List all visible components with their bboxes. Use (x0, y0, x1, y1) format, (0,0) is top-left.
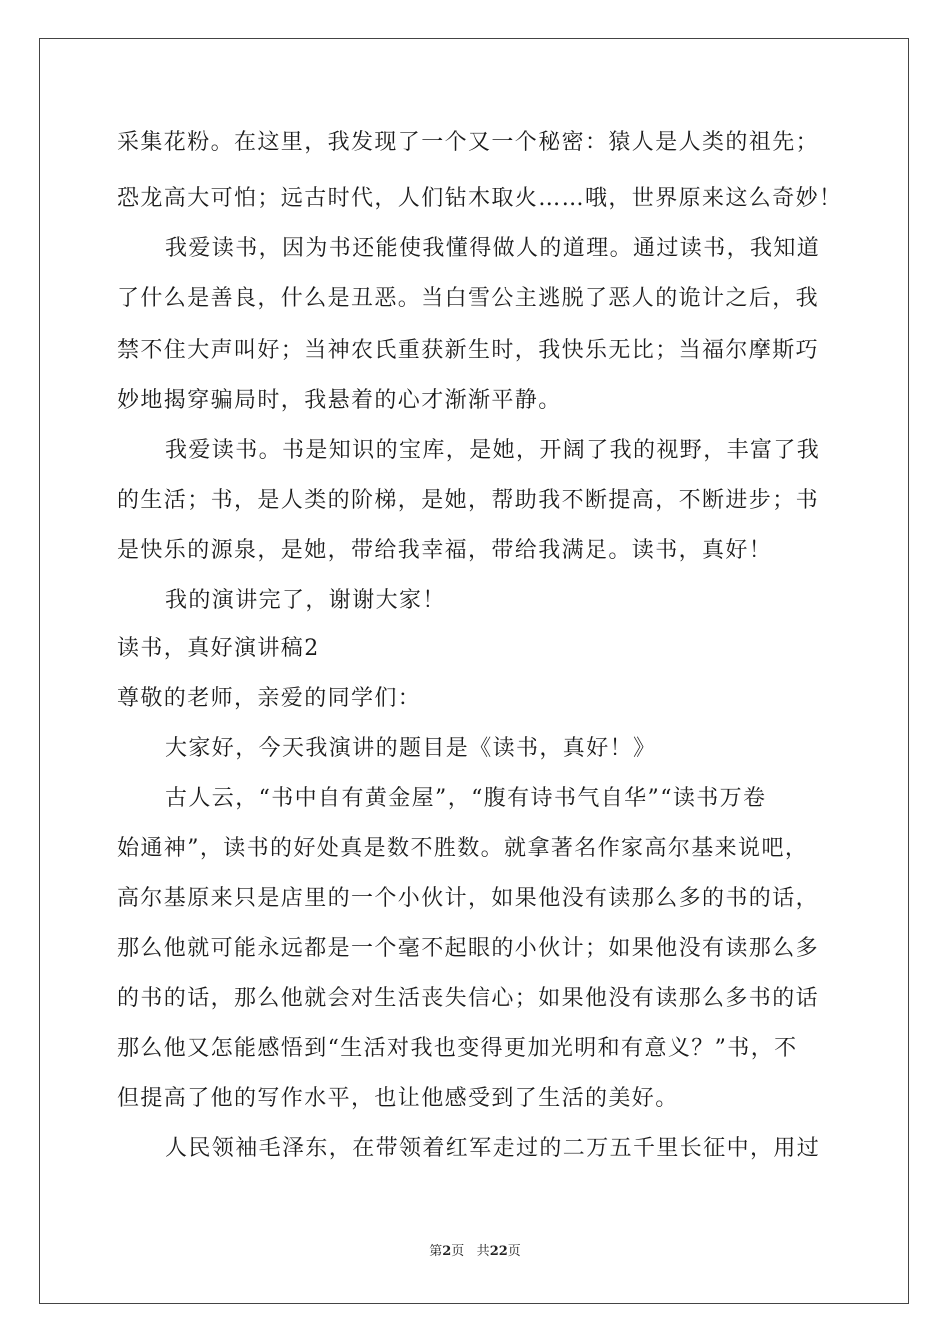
page-footer (0, 1243, 950, 1261)
salutation-line: 尊敬的老师，亲爱的同学们： (117, 686, 422, 711)
text-line: 始通神”，读书的好处真是数不胜数。就拿著名作家高尔基来说吧， (117, 836, 809, 861)
text-line: 的生活；书，是人类的阶梯，是她，帮助我不断提高，不断进步；书 (117, 488, 820, 513)
text-line: 禁不住大声叫好；当神农氏重获新生时，我快乐无比；当福尔摩斯巧 (117, 338, 820, 363)
paragraph-start-line: 我爱读书。书是知识的宝库，是她，开阔了我的视野，丰富了我 (165, 438, 821, 463)
footer-total-unit: 页 (507, 1244, 521, 1259)
text-line: 那么他就可能永远都是一个毫不起眼的小伙计；如果他没有读那么多 (117, 936, 820, 961)
footer-page-unit: 页 (451, 1244, 465, 1259)
text-line: 的书的话，那么他就会对生活丧失信心；如果他没有读那么多书的话 (117, 986, 820, 1011)
paragraph-start-line: 人民领袖毛泽东，在带领着红军走过的二万五千里长征中，用过 (165, 1136, 821, 1161)
text-line: 了什么是善良，什么是丑恶。当白雪公主逃脱了恶人的诡计之后，我 (117, 286, 820, 311)
paragraph-start-line: 古人云，“书中自有黄金屋”，“腹有诗书气自华”“读书万卷 (165, 786, 767, 811)
paragraph-start-line: 我爱读书，因为书还能使我懂得做人的道理。通过读书，我知道 (165, 236, 821, 261)
text-line: 妙地揭穿骗局时，我悬着的心才渐渐平静。 (117, 388, 562, 413)
footer-prefix: 第 (429, 1244, 443, 1259)
current-page-number: 2 (442, 1244, 452, 1259)
text-line: 是快乐的源泉，是她，带给我幸福，带给我满足。读书，真好！ (117, 538, 773, 563)
footer-total-prefix: 共 (476, 1244, 490, 1259)
text-line: 那么他又怎能感悟到“生活对我也变得更加光明和有意义？”书，不 (117, 1036, 798, 1061)
text-line: 高尔基原来只是店里的一个小伙计，如果他没有读那么多的书的话， (117, 886, 820, 911)
text-line: 但提高了他的写作水平，也让他感受到了生活的美好。 (117, 1086, 679, 1111)
text-line: 恐龙高大可怕；远古时代，人们钻木取火……哦，世界原来这么奇妙！ (117, 186, 843, 211)
paragraph-start-line: 我的演讲完了，谢谢大家！ (165, 588, 446, 613)
paragraph-start-line: 大家好，今天我演讲的题目是《读书，真好！》 (165, 736, 657, 761)
total-page-count: 22 (489, 1244, 508, 1259)
text-line: 采集花粉。在这里，我发现了一个又一个秘密：猿人是人类的祖先； (117, 130, 820, 155)
section-title: 读书，真好演讲稿2 (117, 636, 320, 661)
